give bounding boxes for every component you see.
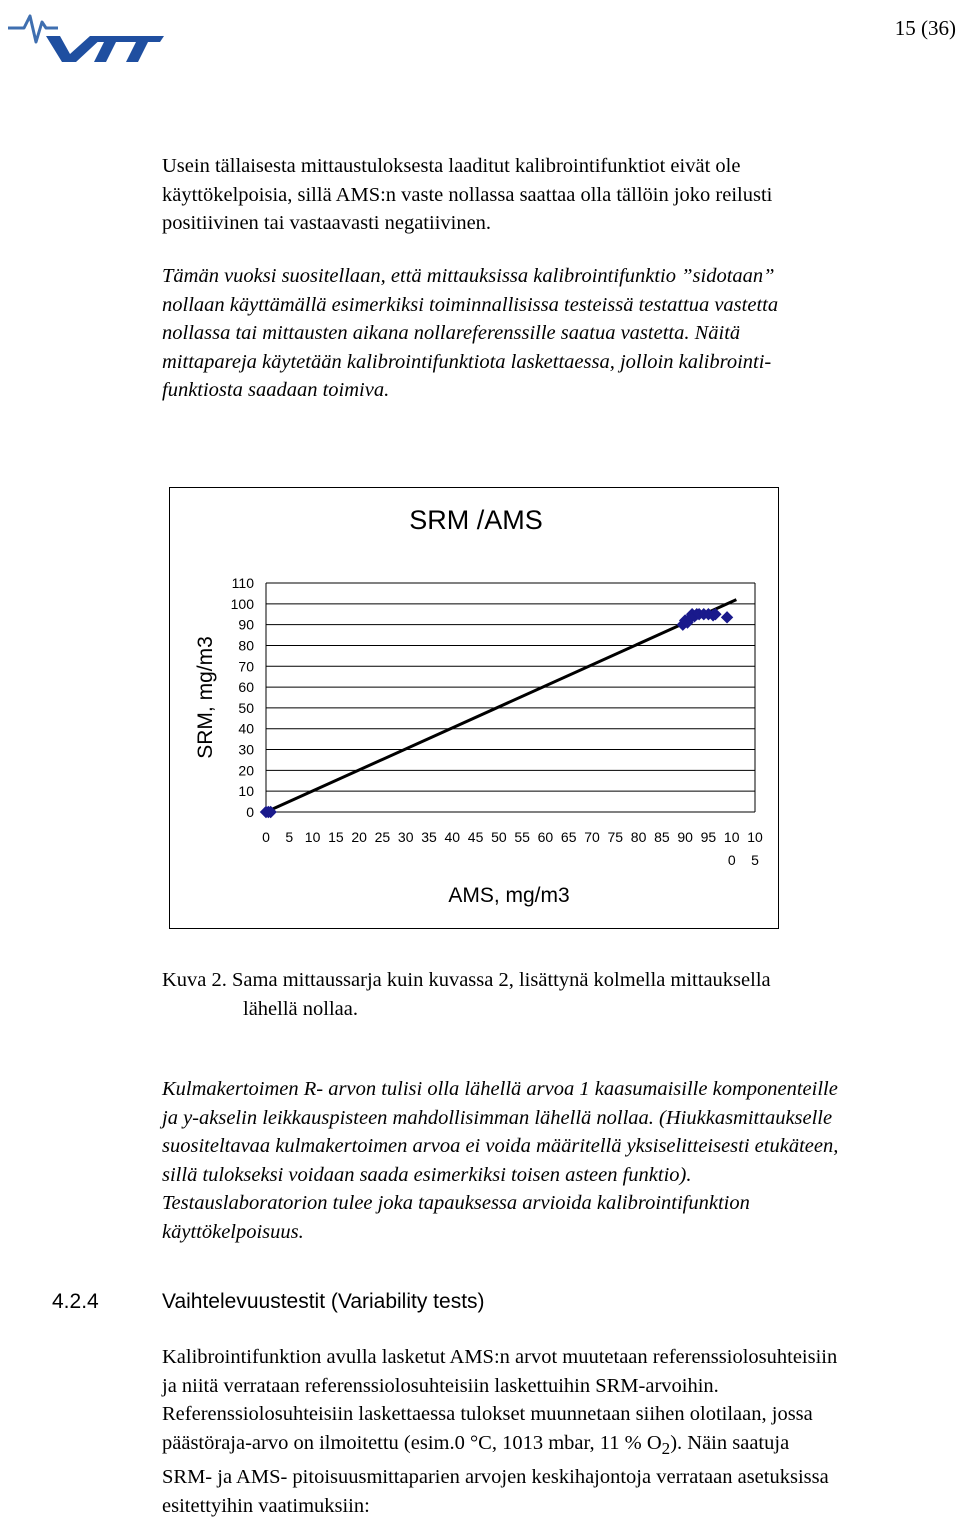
y-tick-label: 0 [246,804,254,820]
y-tick-label: 40 [238,720,254,737]
text-line: esitettyihin vaatimuksiin: [162,1494,370,1517]
text-line: SRM- ja AMS- pitoisuusmittaparien arvojen keskihajontoja verrataan asetuksissa [162,1466,829,1489]
x-tick-label: 0 [262,829,270,845]
text-line: nollassa tai mittausten aikana nollareferenssille saatua vastetta. Näitä [162,322,741,344]
y-tick-label: 20 [238,762,254,779]
y-tick-label: 110 [231,575,254,591]
x-tick-label: 25 [374,829,391,845]
text-line: ja niitä verrataan referenssiolosuhteisiin laskettuihin SRM-arvoihin. [162,1374,719,1397]
section-number: 4.2.4 [52,1290,99,1313]
paragraph-recommendation [162,262,952,405]
paragraph-slope [162,1075,952,1246]
y-tick-label: 60 [238,679,254,696]
x-tick-label: 10 [304,829,321,845]
text-line: Usein tällaisesta mittaustuloksesta laaditut kalibrointifunktiot eivät ole [162,155,741,177]
text-line: Testauslaboratorion tulee joka tapauksessa arvioida kalibrointifunktion [162,1192,750,1214]
x-tick-label: 55 [514,829,530,845]
data-point [722,612,733,623]
figure-caption [162,966,771,1023]
x-tick-label: 35 [421,829,437,845]
x-tick-label: 75 [607,829,624,845]
x-tick-label: 95 [700,829,717,845]
text-fragment: ). Näin saatuja [670,1431,790,1454]
x-tick-label: 70 [584,829,600,845]
x-tick-label: 90 [677,829,693,845]
x-axis-label: AMS, mg/m3 [448,884,570,907]
section-title: Vaihtelevuustestit (Variability tests) [162,1290,485,1313]
x-tick-label: 65 [560,829,577,845]
y-tick-label: 10 [238,783,254,800]
x-tick-label: 5 [285,829,294,845]
page-number: 15 (36) [894,16,956,40]
subscript: 2 [661,1438,671,1458]
text-line: käyttökelpoisuus. [162,1220,304,1243]
text-line: funktiosta saadaan toimiva. [162,379,390,401]
trendline [266,600,736,812]
y-tick-label: 70 [238,658,254,675]
text-line: ja y-akselin leikkauspisteen mahdollisimman lähellä nollaa. (Hiukkasmittaukselle [162,1106,833,1129]
y-tick-label: 90 [238,616,254,633]
text-line: Referenssiolosuhteisiin laskettaessa tulokset muunnetaan siihen olotilaan, jossa [162,1403,813,1425]
x-tick-label: 40 [444,829,461,845]
x-tick-label: 20 [351,829,367,845]
text-fragment: päästöraja-arvo on ilmoitettu (esim.0 °C, 1013 mbar, 11 % O [162,1431,662,1454]
x-tick-label: 60 [537,829,554,845]
y-axis-label: SRM, mg/m3 [194,636,217,759]
y-tick-label: 50 [238,699,254,716]
y-tick-label: 80 [238,637,254,654]
caption-line: Kuva 2. Sama mittaussarja kuin kuvassa 2, lisättynä kolmella mittauksella [162,969,771,991]
text-line: käyttökelpoisia, sillä AMS:n vaste nollassa saattaa olla tällöin joko reilusti [162,183,773,206]
text-line: Kulmakertoimen R- arvon tulisi olla lähellä arvoa 1 kaasumaisille komponenteille [162,1078,838,1100]
x-tick-label: 10 0 [723,829,740,868]
text-line: Tämän vuoksi suositellaan, että mittauksissa kalibrointifunktio ”sidotaan” [162,265,775,287]
paragraph-variability [162,1343,952,1520]
x-tick-label: 85 [654,829,670,845]
x-tick-label: 45 [467,829,484,845]
text-line: nollaan käyttämällä esimerkiksi toiminnallisissa testeissä testattua vastetta [162,293,779,316]
text-line: positiivinen tai vastaavasti negatiivinen. [162,212,492,234]
text-line: suositeltavaa kulmakertoimen arvoa ei voida määritellä yksiselitteisesti etukäteen, [162,1135,839,1157]
paragraph-intro [162,152,952,238]
text-line [162,1429,952,1464]
y-tick-label: 100 [230,595,254,612]
x-tick-label: 50 [491,829,507,845]
text-line: Kalibrointifunktion avulla lasketut AMS:n arvot muutetaan referenssiolosuhteisiin [162,1346,838,1368]
text-line: mittapareja käytetään kalibrointifunktiota laskettaessa, jolloin kalibrointi- [162,350,772,373]
x-tick-label: 15 [328,829,344,845]
x-tick-label: 10 5 [747,829,763,868]
chart-title: SRM /AMS [409,505,543,535]
x-tick-label: 80 [630,829,647,845]
text-line: sillä tulokseksi voidaan saada esimerkiksi toisen asteen funktio). [162,1163,692,1186]
y-tick-label: 30 [238,741,254,758]
srm-ams-chart [169,487,779,929]
x-tick-label: 30 [397,829,414,845]
vtt-logo [6,6,164,64]
caption-line: lähellä nollaa. [243,997,358,1020]
